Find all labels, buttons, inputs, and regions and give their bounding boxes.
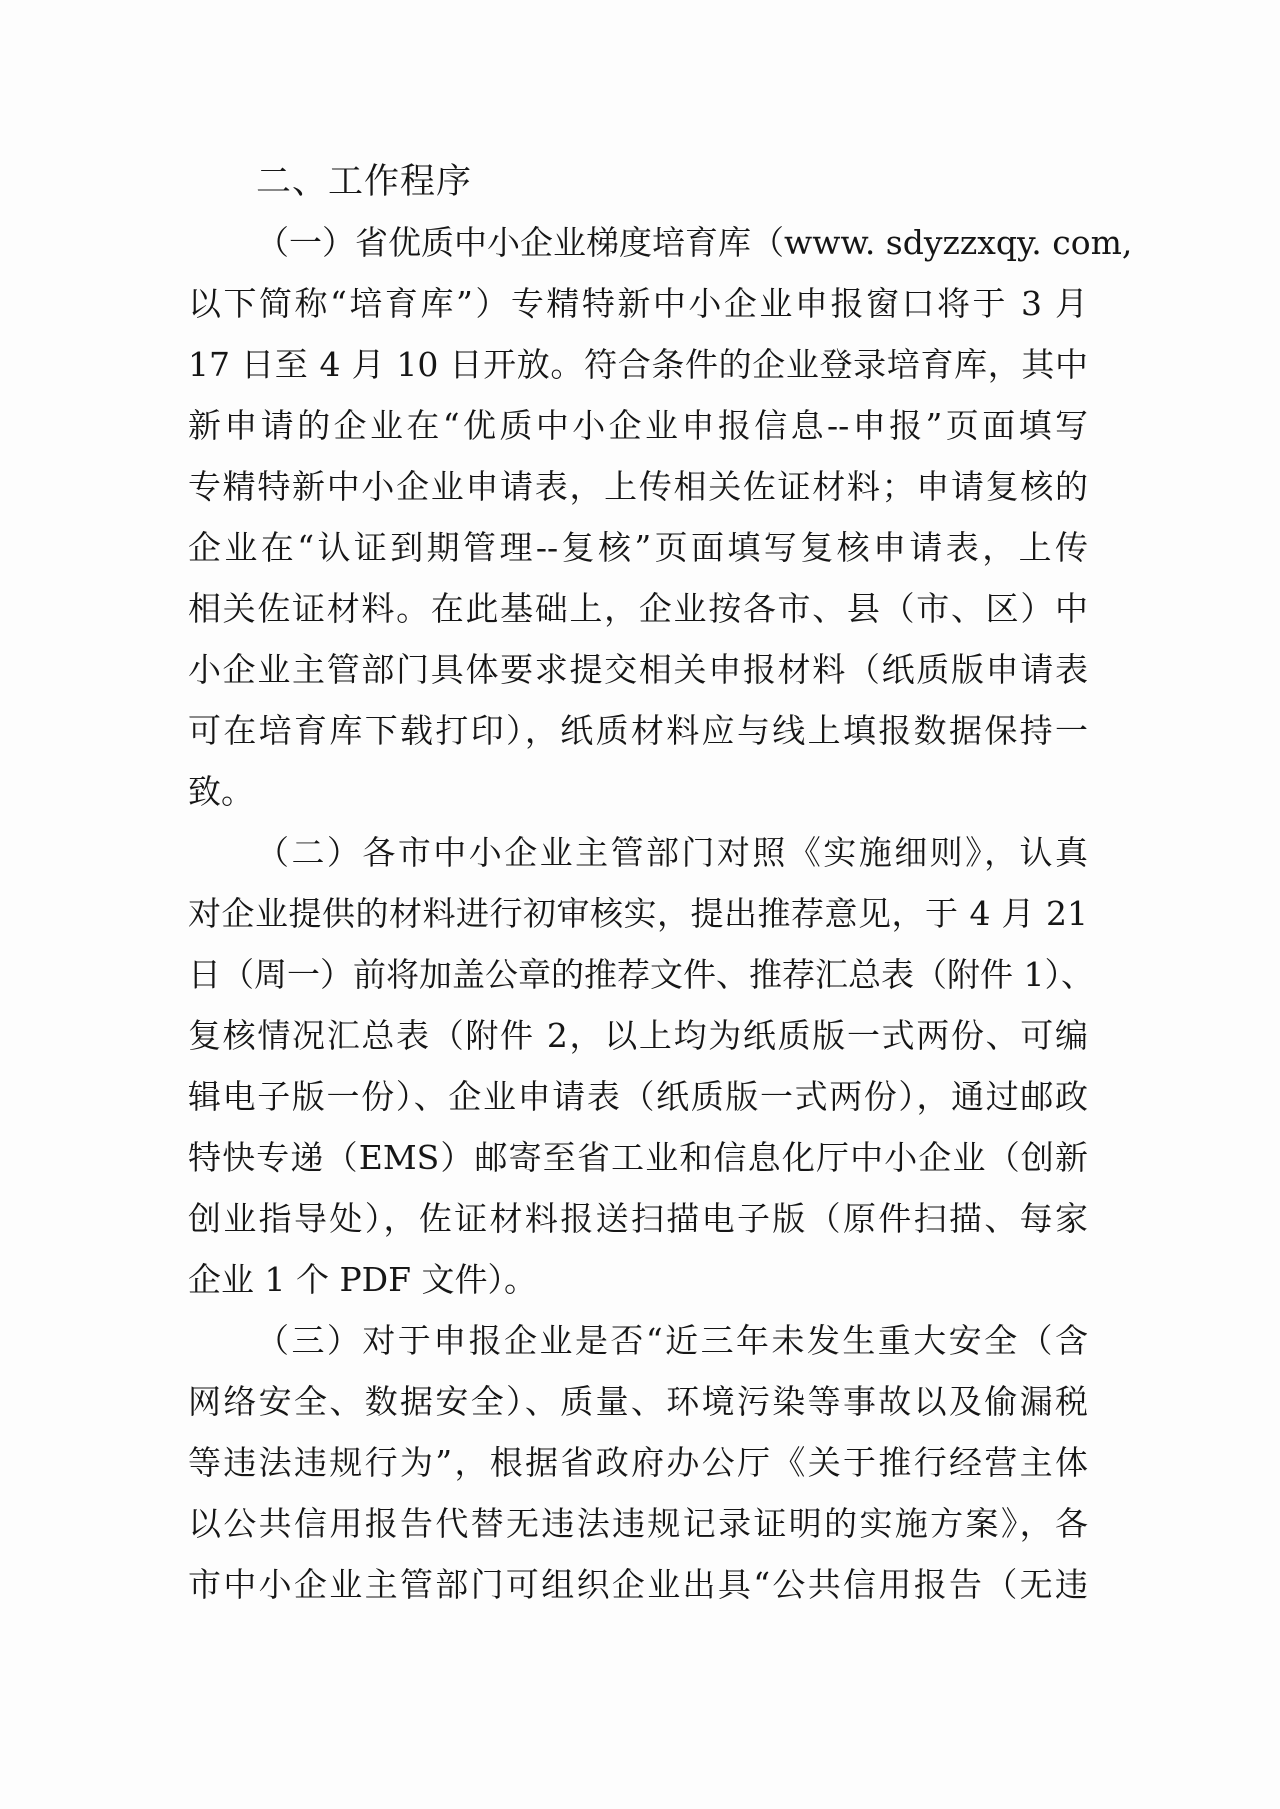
text-line: 企业 1 个 PDF 文件）。: [188, 1260, 538, 1299]
text-line: 日（周一）前将加盖公章的推荐文件、推荐汇总表（附件 1）、: [188, 955, 1094, 994]
text-line: 等违法违规行为”，根据省政府办公厅《关于推行经营主体: [188, 1443, 1088, 1482]
text-line: 17 日至 4 月 10 日开放。符合条件的企业登录培育库，其中: [188, 345, 1088, 384]
text-line: 致。: [188, 772, 254, 811]
text-line: 以公共信用报告代替无违法违规记录证明的实施方案》，各: [188, 1504, 1088, 1543]
text-line: 对企业提供的材料进行初审核实，提出推荐意见，于 4 月 21: [188, 894, 1088, 933]
text-line: 小企业主管部门具体要求提交相关申报材料（纸质版申请表: [188, 650, 1088, 689]
paragraph-1: [188, 212, 1133, 822]
section-heading: 二、工作程序: [256, 162, 473, 202]
text-line: 市中小企业主管部门可组织企业出具“公共信用报告（无违: [188, 1565, 1088, 1604]
text-line: 复核情况汇总表（附件 2，以上均为纸质版一式两份、可编: [188, 1016, 1088, 1055]
text-line: 新申请的企业在“优质中小企业申报信息--申报”页面填写: [188, 406, 1088, 445]
text-line: 专精特新中小企业申请表，上传相关佐证材料；申请复核的: [188, 467, 1088, 506]
text-line: 以下简称“培育库”）专精特新中小企业申报窗口将于 3 月: [188, 284, 1088, 323]
text-line: （三）对于申报企业是否“近三年未发生重大安全（含: [256, 1321, 1088, 1360]
text-line: 辑电子版一份）、企业申请表（纸质版一式两份），通过邮政: [188, 1077, 1088, 1116]
paragraph-2: [188, 822, 1094, 1310]
text-line: （一）省优质中小企业梯度培育库（www. sdyzzxqy. com,: [256, 223, 1133, 262]
text-line: 企业在“认证到期管理--复核”页面填写复核申请表，上传: [188, 528, 1088, 567]
text-line: 相关佐证材料。在此基础上，企业按各市、县（市、区）中: [188, 589, 1088, 628]
paragraph-3: [188, 1310, 1088, 1615]
text-line: 可在培育库下载打印），纸质材料应与线上填报数据保持一: [188, 711, 1088, 750]
text-line: 网络安全、数据安全）、质量、环境污染等事故以及偷漏税: [188, 1382, 1088, 1421]
text-line: （二）各市中小企业主管部门对照《实施细则》，认真: [256, 833, 1088, 872]
document-body: [188, 152, 1133, 1615]
text-line: 创业指导处），佐证材料报送扫描电子版（原件扫描、每家: [188, 1199, 1088, 1238]
text-line: 特快专递（EMS）邮寄至省工业和信息化厅中小企业（创新: [188, 1138, 1088, 1177]
